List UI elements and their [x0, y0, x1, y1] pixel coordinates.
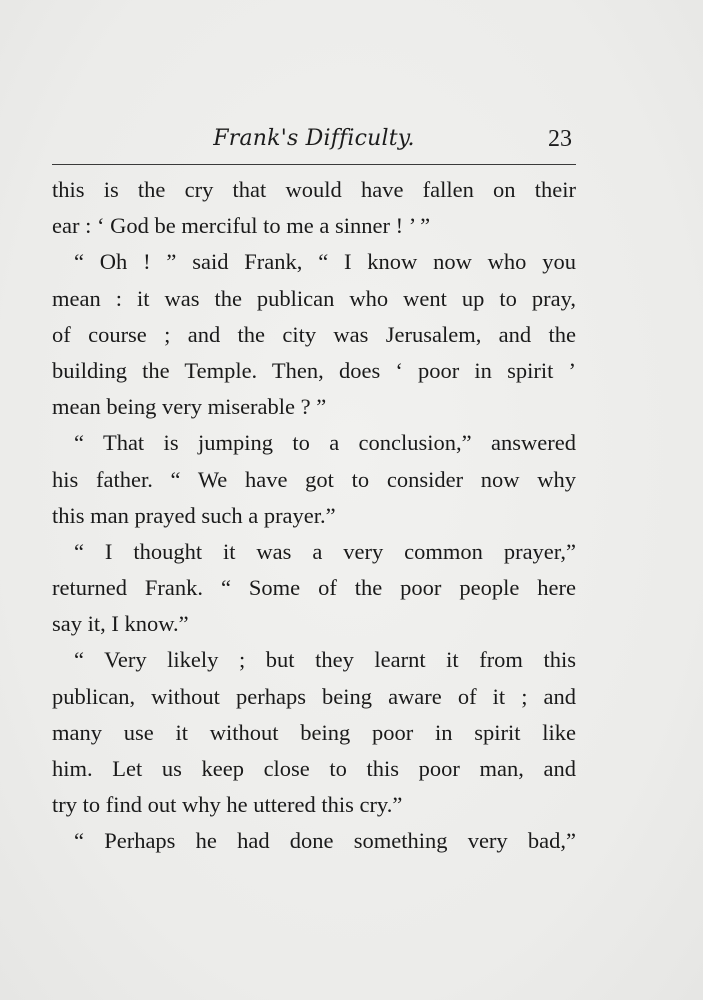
- header-rule: [52, 164, 576, 165]
- text-line: his father. “ We have got to consider now why: [52, 466, 576, 492]
- text-line: “ Very likely ; but they learnt it from this: [74, 647, 576, 673]
- text-line: this man prayed such a prayer.”: [52, 502, 336, 528]
- page-header: [52, 120, 576, 160]
- text-line: many use it without being poor in spirit like: [52, 719, 576, 745]
- text-line: try to find out why he uttered this cry.”: [52, 792, 403, 818]
- text-line: “ I thought it was a very common prayer,”: [74, 538, 576, 564]
- text-line: returned Frank. “ Some of the poor people here: [52, 575, 576, 601]
- text-line: say it, I know.”: [52, 611, 189, 637]
- text-line: him. Let us keep close to this poor man, and: [52, 756, 576, 781]
- text-line: building the Temple. Then, does ‘ poor in spirit ’: [52, 357, 576, 383]
- text-line: “ Perhaps he had done something very bad,”: [74, 828, 576, 854]
- running-title: Frank's Difficulty.: [213, 126, 415, 151]
- text-line: mean : it was the publican who went up to pray,: [52, 285, 576, 311]
- text-line: mean being very miserable ? ”: [52, 394, 327, 420]
- text-line: of course ; and the city was Jerusalem, and the: [52, 321, 576, 347]
- page-number: 23: [548, 126, 572, 152]
- text-line: this is the cry that would have fallen on their: [52, 177, 576, 202]
- text-line: publican, without perhaps being aware of it ; and: [52, 683, 576, 709]
- text-line: ear : ‘ God be merciful to me a sinner ! ’ ”: [52, 213, 431, 239]
- body-text: [52, 172, 576, 860]
- text-line: “ That is jumping to a conclusion,” answered: [74, 430, 576, 456]
- text-line: “ Oh ! ” said Frank, “ I know now who you: [74, 249, 576, 275]
